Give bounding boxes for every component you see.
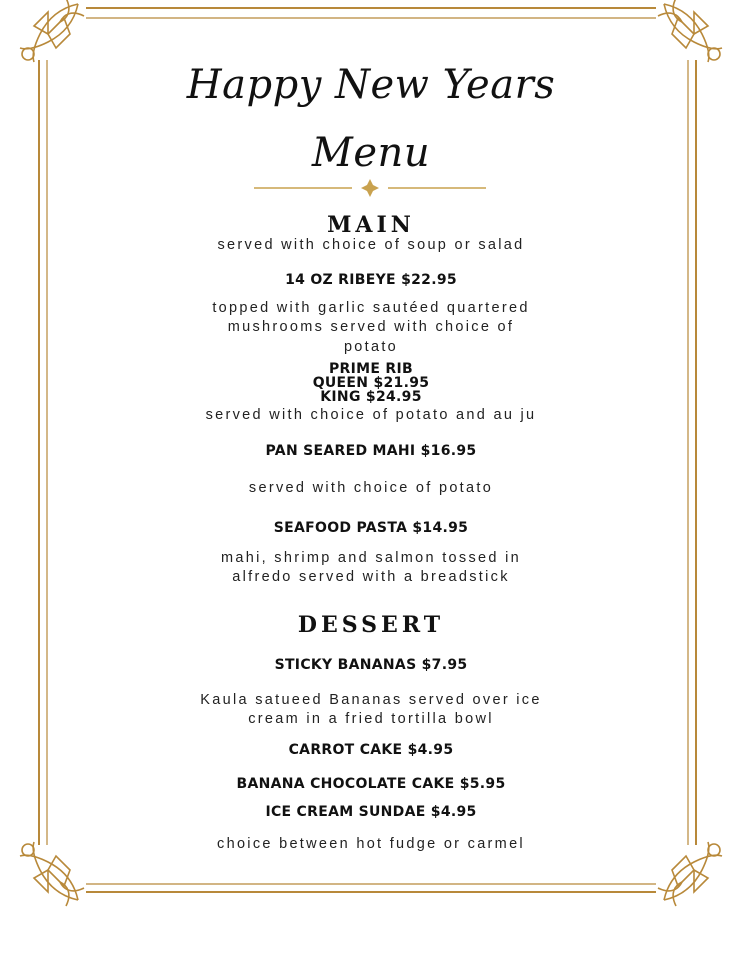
title-line-1: Happy New Years — [186, 62, 556, 108]
menu-item-seafood-pasta-desc-1: mahi, shrimp and salmon tossed in — [221, 550, 521, 566]
menu-item-sticky-bananas-name: STICKY BANANAS $7.95 — [274, 657, 468, 673]
menu-item-sticky-bananas-desc-2: cream in a fried tortilla bowl — [248, 711, 494, 727]
title-line-2: Menu — [311, 130, 431, 176]
menu-item-prime-rib-queen: QUEEN $21.95 — [312, 375, 430, 391]
menu-item-ribeye-name: 14 OZ RIBEYE $22.95 — [285, 272, 457, 288]
menu-item-seafood-pasta-desc-2: alfredo served with a breadstick — [232, 569, 510, 585]
menu-item-banana-chocolate-cake-name: BANANA CHOCOLATE CAKE $5.95 — [236, 776, 506, 792]
menu-item-carrot-cake-name: CARROT CAKE $4.95 — [288, 742, 454, 758]
menu-item-ribeye-desc-1: topped with garlic sautéed quartered — [212, 300, 530, 316]
section-heading-dessert: DESSERT — [297, 612, 445, 638]
menu-item-ice-cream-sundae-name: ICE CREAM SUNDAE $4.95 — [265, 804, 477, 820]
menu-item-mahi-name: PAN SEARED MAHI $16.95 — [265, 443, 477, 459]
menu-item-prime-rib-king: KING $24.95 — [320, 389, 422, 405]
main-subheading: served with choice of soup or salad — [217, 237, 525, 253]
top-right-ornament-icon — [658, 0, 722, 62]
menu-item-prime-rib-name: PRIME RIB — [329, 361, 413, 377]
menu-item-sticky-bananas-desc-1: Kaula satueed Bananas served over ice — [200, 692, 542, 708]
gold-star-divider-icon — [250, 178, 490, 198]
menu-item-seafood-pasta-name: SEAFOOD PASTA $14.95 — [273, 520, 469, 536]
menu-item-ribeye-desc-3: potato — [343, 339, 399, 355]
top-left-ornament-icon — [20, 0, 84, 62]
menu-item-ice-cream-sundae-desc: choice between hot fudge or carmel — [217, 836, 525, 852]
menu-item-mahi-desc: served with choice of potato — [248, 480, 494, 496]
menu-item-prime-rib-desc: served with choice of potato and au ju — [205, 407, 537, 423]
section-heading-main: MAIN — [327, 212, 415, 238]
menu-item-ribeye-desc-2: mushrooms served with choice of — [227, 319, 515, 335]
